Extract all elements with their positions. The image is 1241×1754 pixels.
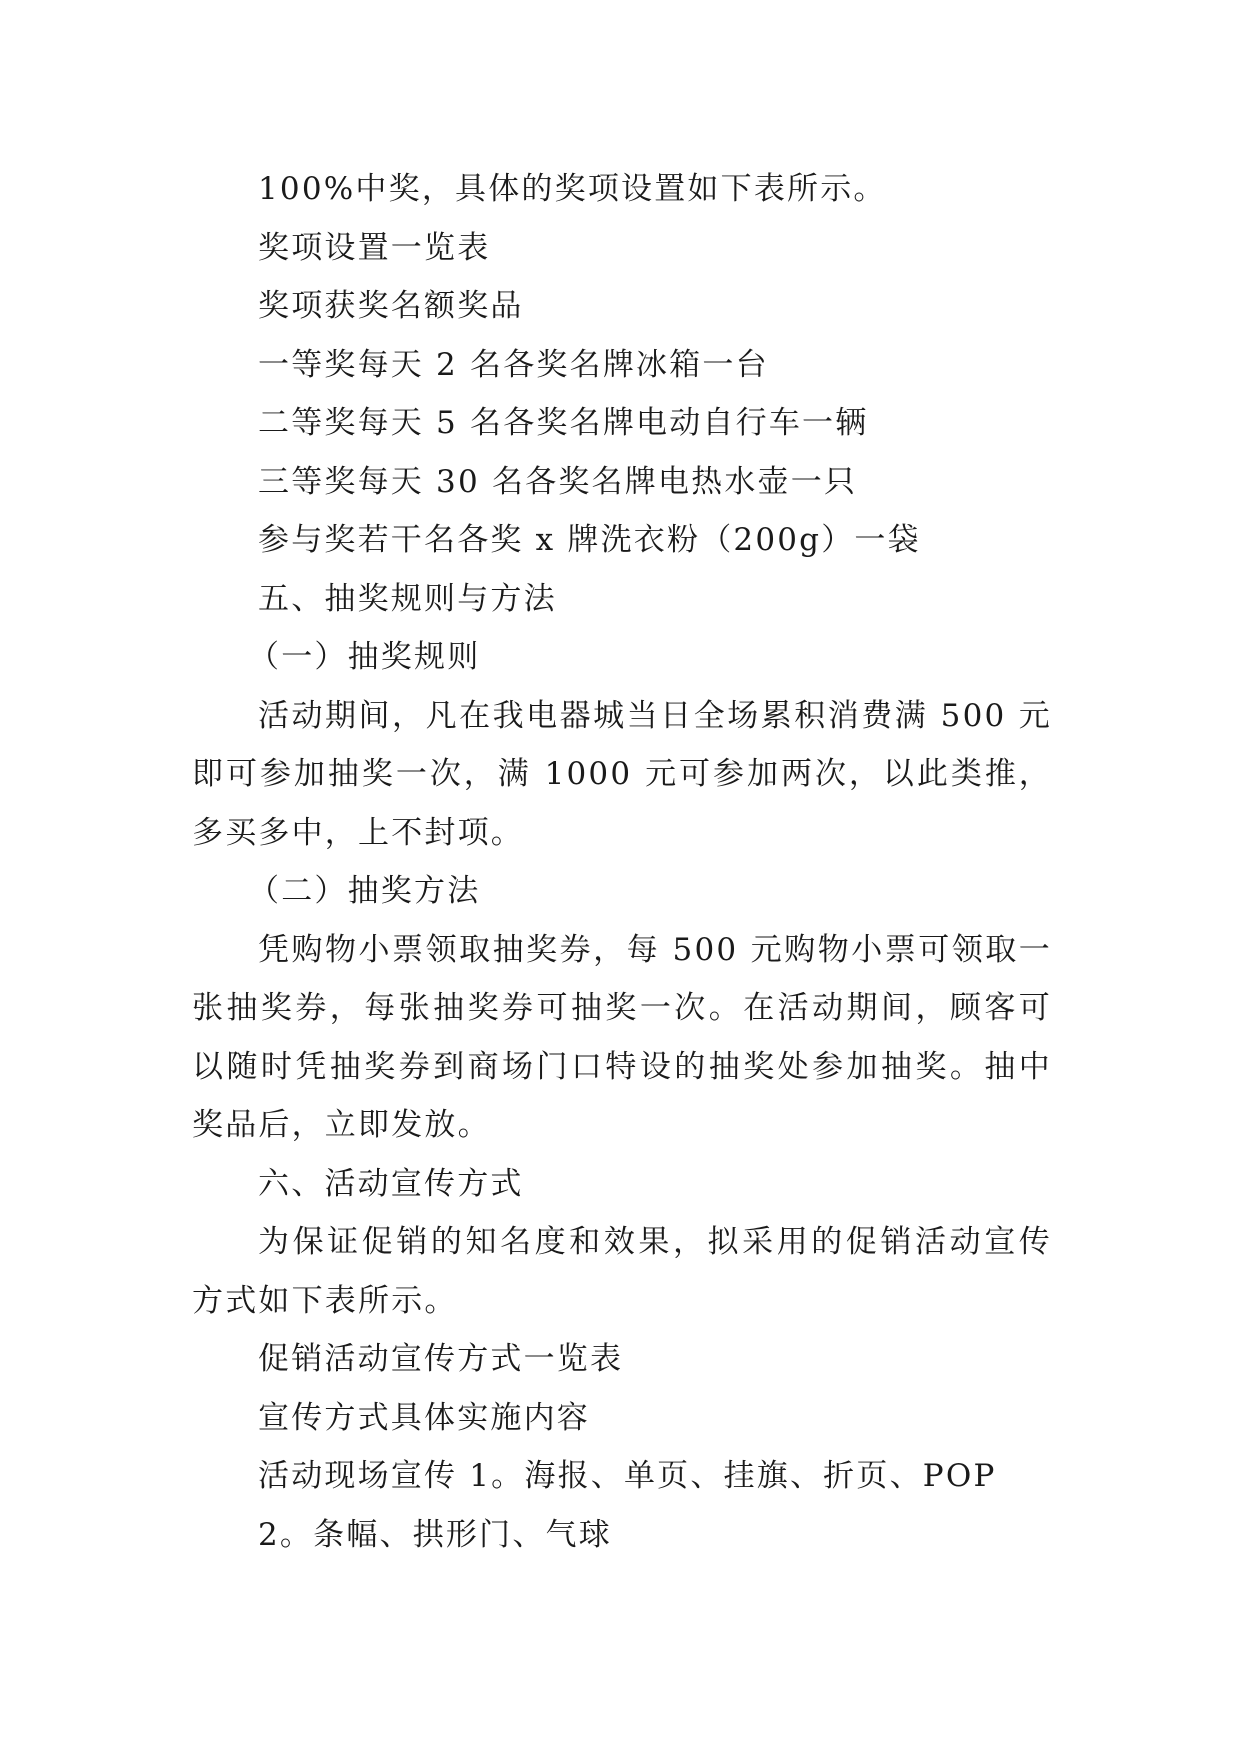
paragraph-promotion-intro: 为保证促销的知名度和效果，拟采用的促销活动宣传方式如下表所示。 bbox=[192, 1224, 1052, 1319]
section-heading-six: 六、活动宣传方式 bbox=[258, 1165, 524, 1202]
paragraph-onsite-promotion: 活动现场宣传 1。海报、单页、挂旗、折页、POP bbox=[258, 1458, 997, 1494]
paragraph-draw-rules: 活动期间，凡在我电器城当日全场累积消费满 500 元即可参加抽奖一次，满 1000 元可参加两次，以此类推，多买多中，上不封项。 bbox=[192, 697, 1052, 851]
section-heading-five: 五、抽奖规则与方法 bbox=[258, 580, 557, 617]
paragraph-participation-prize: 参与奖若干名各奖 x 牌洗衣粉（200g）一袋 bbox=[258, 522, 921, 558]
paragraph-draw-method: 凭购物小票领取抽奖券，每 500 元购物小票可领取一张抽奖券，每张抽奖券可抽奖一次。在活动期间，顾客可以随时凭抽奖券到商场门口特设的抽奖处参加抽奖。抽中奖品后，立即发放。 bbox=[192, 931, 1052, 1143]
paragraph-first-prize: 一等奖每天 2 名各奖名牌冰箱一台 bbox=[258, 346, 769, 383]
paragraph-prize-table-title: 奖项设置一览表 bbox=[258, 229, 491, 266]
document-body bbox=[192, 160, 1052, 1564]
subheading-draw-rules: （一）抽奖规则 bbox=[248, 639, 481, 675]
paragraph-second-prize: 二等奖每天 5 名各奖名牌电动自行车一辆 bbox=[258, 405, 869, 441]
paragraph-promotion-table-title: 促销活动宣传方式一览表 bbox=[258, 1341, 624, 1377]
paragraph-prize-intro: 100%中奖，具体的奖项设置如下表所示。 bbox=[258, 171, 887, 207]
paragraph-prize-table-header: 奖项获奖名额奖品 bbox=[258, 288, 524, 324]
subheading-draw-method: （二）抽奖方法 bbox=[248, 873, 481, 909]
paragraph-third-prize: 三等奖每天 30 名各奖名牌电热水壶一只 bbox=[258, 463, 858, 500]
paragraph-promotion-item-two: 2。条幅、拱形门、气球 bbox=[258, 1516, 612, 1553]
paragraph-promotion-table-header: 宣传方式具体实施内容 bbox=[258, 1399, 590, 1436]
